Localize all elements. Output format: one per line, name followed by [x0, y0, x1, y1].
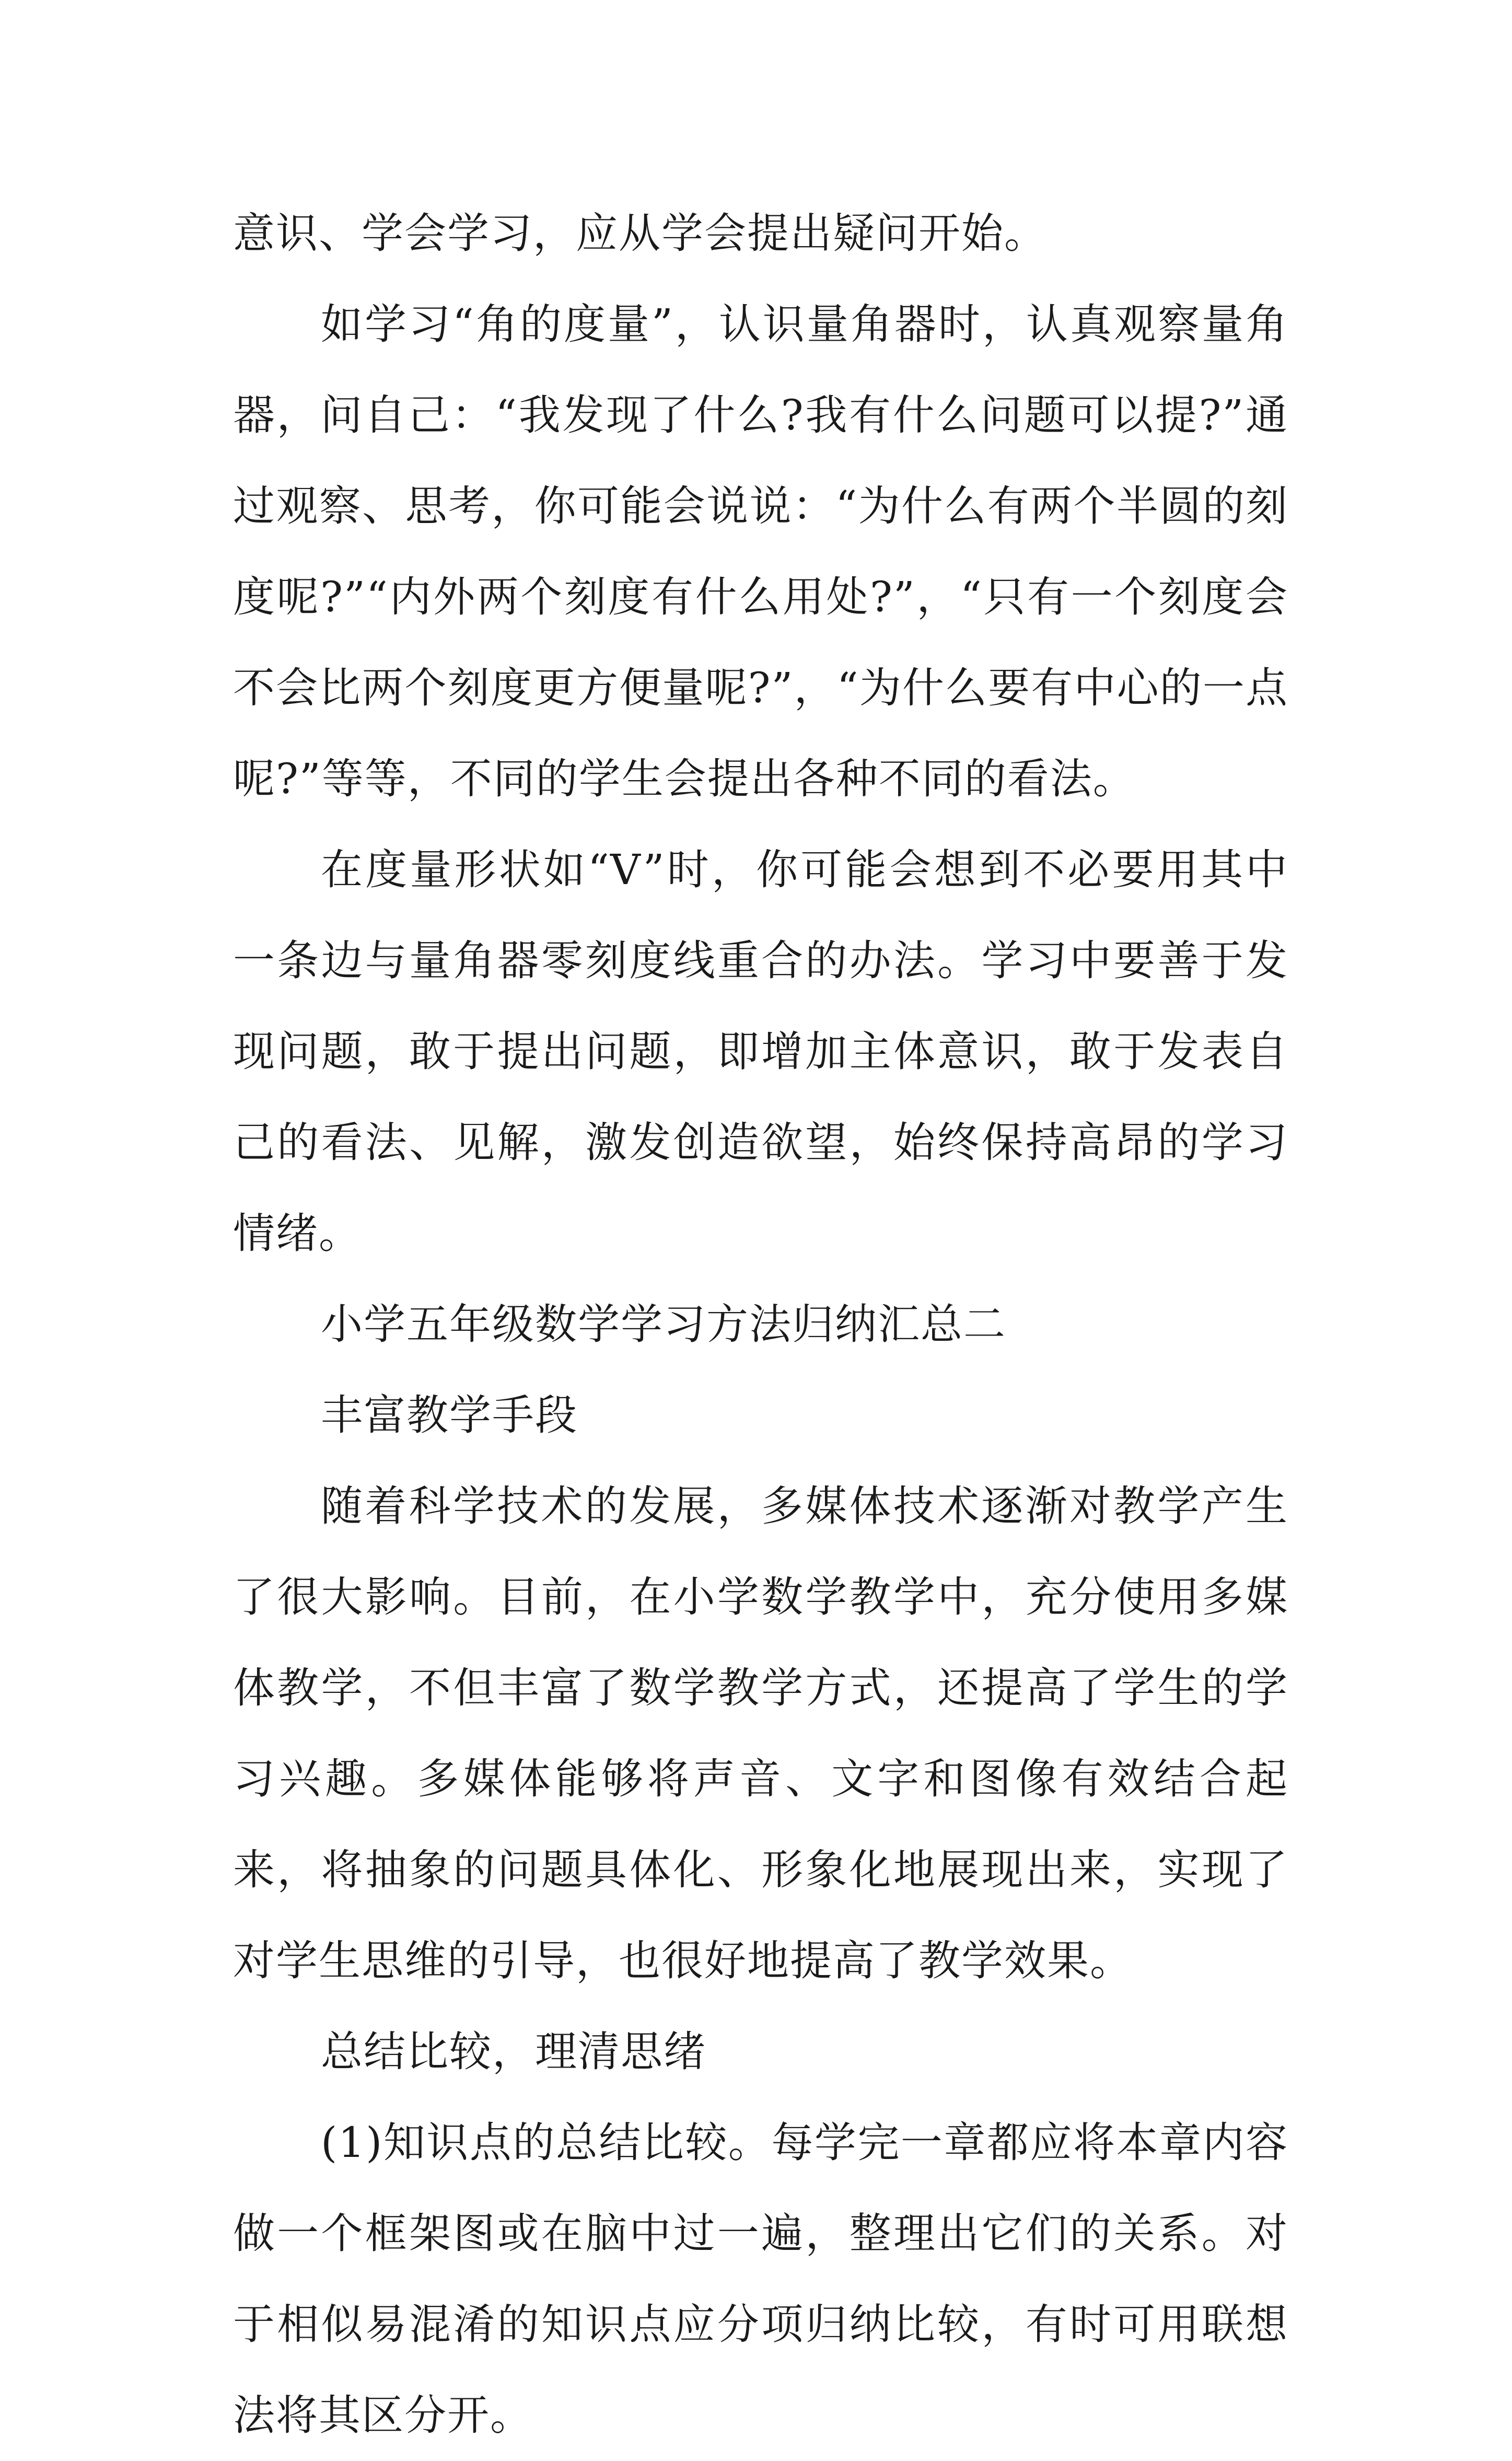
paragraph-continuation: 意识、学会学习，应从学会提出疑问开始。: [233, 209, 1047, 258]
document-body: [233, 188, 1288, 2461]
paragraph-multimedia: 随着科学技术的发展，多媒体技术逐渐对教学产生了很大影响。目前，在小学数学教学中，充分使用多媒体教学，不但丰富了数学教学方式，还提高了学生的学习兴趣。多媒体能够将声音、文字和图像有效结合起来，将抽象的问题具体化、形象化地展现出来，实现了对学生思维的引导，也很好地提高了教学效果。: [233, 1482, 1288, 1985]
paragraph-protractor-example: 如学习“角的度量”，认识量角器时，认真观察量角器，问自己：“我发现了什么?我有什么问题可以提?”通过观察、思考，你可能会说说：“为什么有两个半圆的刻度呢?”“内外两个刻度有什么用处?”，“只有一个刻度会不会比两个刻度更方便量呢?”，“为什么要有中心的一点呢?”等等，不同的学生会提出各种不同的看法。: [233, 300, 1288, 803]
paragraph-v-shape: 在度量形状如“V”时，你可能会想到不必要用其中一条边与量角器零刻度线重合的办法。学习中要善于发现问题，敢于提出问题，即增加主体意识，敢于发表自己的看法、见解，激发创造欲望，始终保持高昂的学习情绪。: [233, 845, 1288, 1258]
section-heading-summary-two: 小学五年级数学学习方法归纳汇总二: [321, 1300, 1006, 1349]
paragraph-knowledge-points: (1)知识点的总结比较。每学完一章都应将本章内容做一个框架图或在脑中过一遍，整理出它们的关系。对于相似易混淆的知识点应分项归纳比较，有时可用联想法将其区分开。: [233, 2118, 1288, 2440]
subheading-summary-compare: 总结比较，理清思绪: [321, 2027, 706, 2076]
subheading-teaching-methods: 丰富教学手段: [321, 1391, 578, 1440]
